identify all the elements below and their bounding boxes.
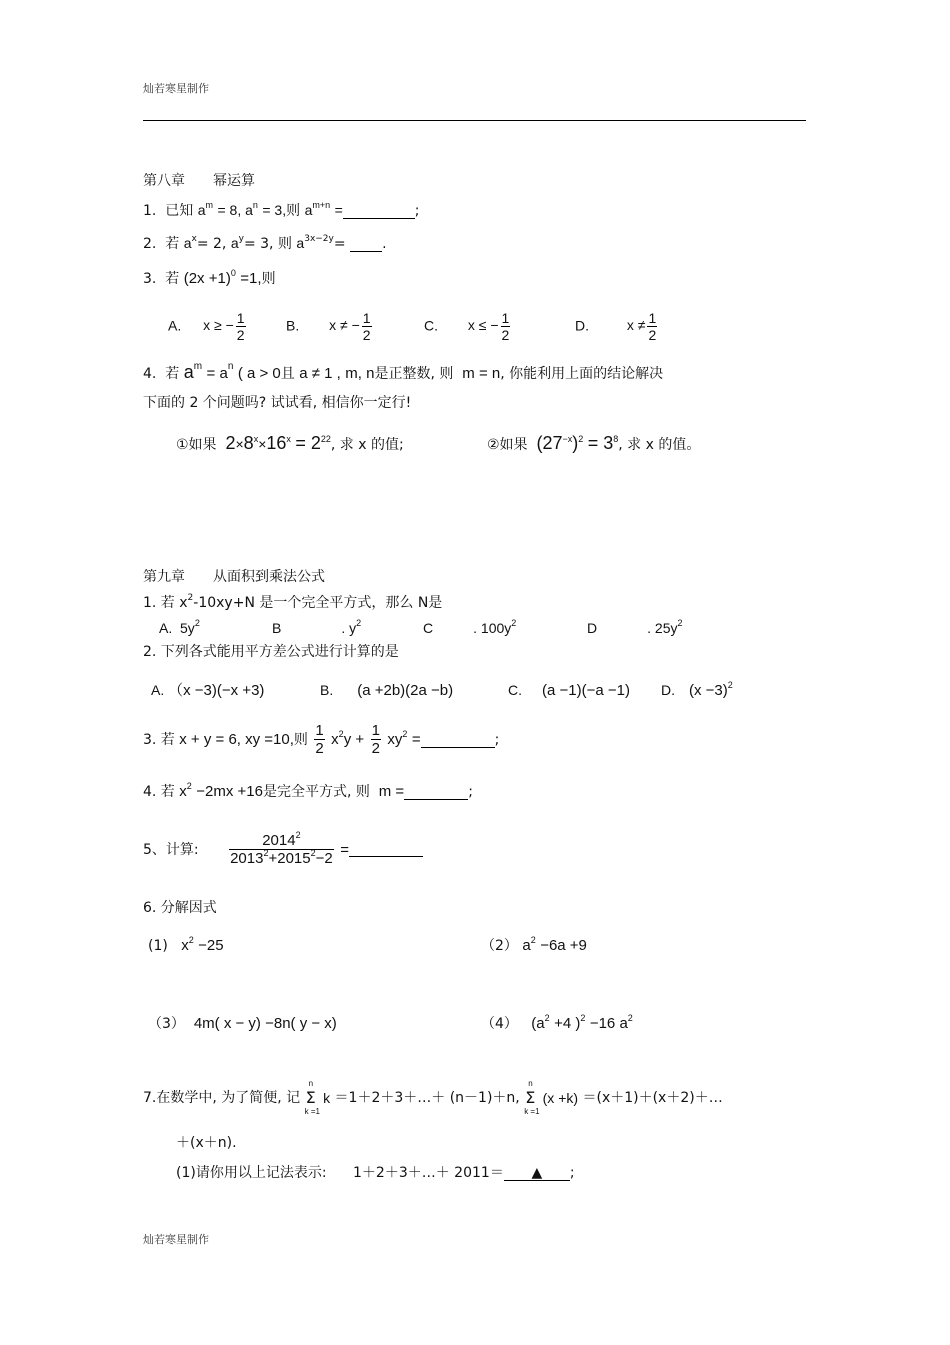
answer-blank[interactable]: [350, 237, 382, 252]
ch9-question-3: 3. 若 x + y = 6, xy =10,则 $\frac{1}{2}$ $x^2y$ + $\frac{1}{2}$ $xy^2$ = ;: [143, 722, 500, 758]
ch9-question-5: 5、计算: $\frac{2014^2}{2013^2+2015^2-2}$ =: [143, 832, 423, 868]
ch9-question-1: 1. 若 $x^2-10xy+N$ 是一个完全平方式，那么 N是: [143, 593, 443, 611]
ch9-q6-item-1: (1) $x^2 -25$: [148, 935, 224, 954]
ch9-q2-option-a[interactable]: A. （x −3)(−x +3): [151, 682, 265, 699]
ch8-q3-option-d[interactable]: D. x ≠ $\frac{1}{2}$: [575, 310, 657, 344]
ch9-question-2: 2. 下列各式能用平方差公式进行计算的是: [143, 644, 399, 660]
ch9-q6-item-4: （4） ($a^2 +4$ )$^2$ −16 $a^2$: [481, 1013, 633, 1032]
ch9-q1-option-d[interactable]: D . $25y^2$: [587, 618, 683, 636]
page-header: 灿若寒星制作: [143, 82, 209, 95]
answer-blank[interactable]: [343, 204, 415, 219]
ch8-q4-part-1: ①如果 $2\times 8^x\times 16^x = 2^{22}$, 求 x 的值;: [176, 433, 404, 453]
header-rule: [143, 120, 806, 121]
ch8-q4-part-2: ②如果 $(27^{-x})^2 = 3^8$, 求 x 的值。: [487, 433, 701, 453]
ch9-q2-option-b[interactable]: B. (a +2b)(2a −b): [320, 682, 454, 699]
answer-blank[interactable]: [404, 785, 468, 800]
ch8-question-4: 4. 若 $a^m = a^n$ ( a > 0且 a ≠ 1 , m, n是正整数, 则 m = n, 你能利用上面的结论解决: [143, 361, 664, 382]
chapter-9-title: 第九章 从面积到乘法公式: [143, 569, 325, 585]
ch9-question-6-title: 6. 分解因式: [143, 900, 217, 916]
answer-blank[interactable]: [504, 1166, 570, 1181]
ch9-question-7: 7.在数学中, 为了简便, 记 n Σ k =1 k ＝1＋2＋3＋…＋ (n－1)＋n, n Σ k =1 (x +k) ＝(x＋1)＋(x＋2)＋…: [143, 1079, 723, 1116]
answer-blank[interactable]: [349, 842, 423, 857]
triangle-icon: ▲: [531, 1165, 543, 1181]
ch9-q6-item-3: （3） 4m( x − y) −8n( y − x): [148, 1015, 337, 1032]
ch9-q6-item-2: （2） $a^2 -6a +9$: [481, 935, 587, 954]
ch9-question-4: 4. 若 $x^2 -2mx +16$是完全平方式, 则 m = ;: [143, 781, 473, 800]
ch9-q7-line2: ＋(x＋n).: [176, 1135, 237, 1151]
ch9-q1-option-b[interactable]: B . $y^2$: [272, 618, 362, 636]
summation-symbol: n Σ k =1: [304, 1079, 320, 1116]
summation-symbol: n Σ k =1: [524, 1079, 540, 1116]
ch8-q3-option-b[interactable]: B. x ≠ − $\frac{1}{2}$: [286, 310, 371, 344]
ch8-q3-option-a[interactable]: A. x ≥ − $\frac{1}{2}$: [168, 310, 245, 344]
ch9-q7-sub-1: (1)请你用以上记法表示: 1＋2＋3＋…＋ 2011＝ ▲ ;: [176, 1165, 575, 1181]
ch8-q4-line2: 下面的 2 个问题吗? 试试看, 相信你一定行!: [143, 395, 412, 411]
chapter-8-title: 第八章 幂运算: [143, 173, 255, 189]
ch8-question-3: 3. 若 $(2x +1)^0 =1$,则: [143, 268, 276, 287]
ch8-q3-option-c[interactable]: C. x ≤ − $\frac{1}{2}$: [424, 310, 510, 344]
ch8-question-2: 2. 若 $a^x= 2$, $a^y= 3$, 则 $a^{3x-2y}=$ .: [143, 234, 387, 252]
ch9-q1-option-a[interactable]: A. $5y^2$: [159, 618, 200, 636]
ch9-q1-option-c[interactable]: C . $100y^2$: [423, 618, 517, 636]
ch9-q2-option-c[interactable]: C. (a −1)(−a −1): [508, 682, 630, 699]
page-footer: 灿若寒星制作: [143, 1233, 209, 1246]
ch8-question-1: 1. 已知 $a^m = 8$, $a^n = 3$,则 $a^{m+n}$ = ;: [143, 200, 420, 219]
ch9-q2-option-d[interactable]: D. $(x -3)^2$: [661, 680, 733, 699]
answer-blank[interactable]: [421, 733, 495, 748]
